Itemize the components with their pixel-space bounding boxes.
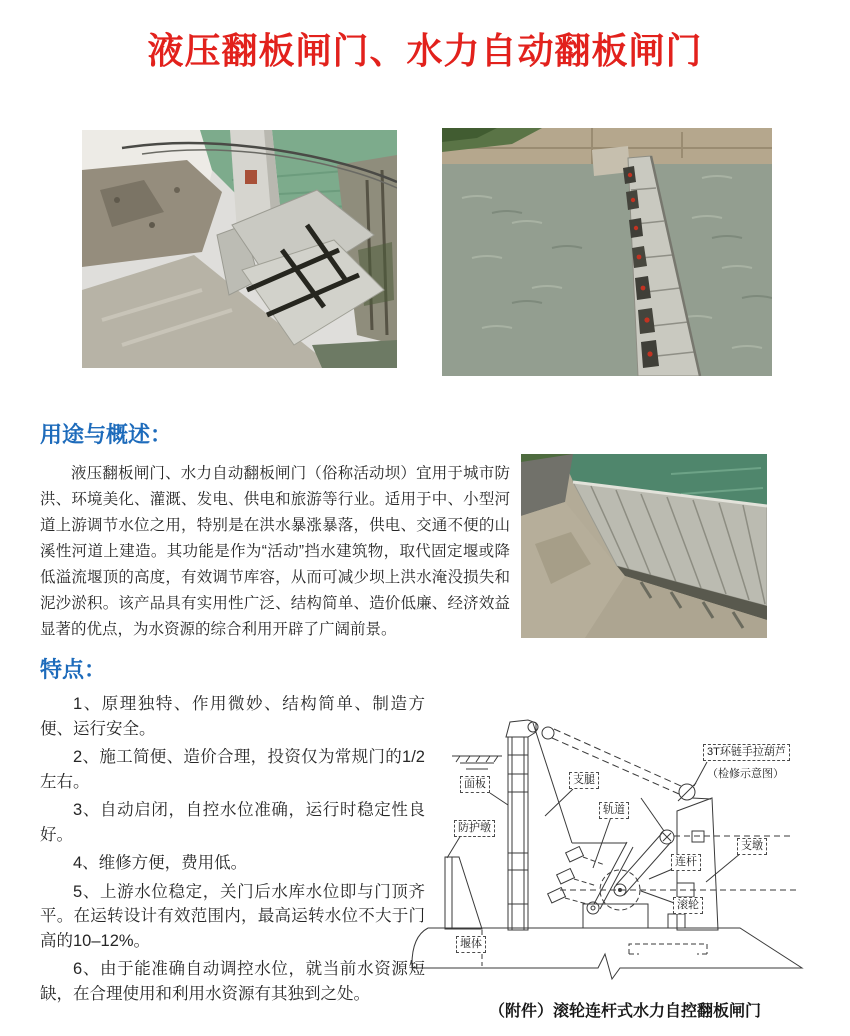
feature-item-4: 4、维修方便，费用低。	[73, 854, 248, 872]
photo-raised-flap-dam	[521, 454, 767, 638]
rock-dot	[114, 197, 120, 203]
rock-dot	[149, 222, 155, 228]
feature-item-6: 6、由于能准确自动调控水位，就当前水资源短缺，在合理使用和利用水资源有其独到之处。	[40, 960, 425, 1003]
support-leg-line	[533, 723, 572, 843]
diagram-drawing	[398, 692, 850, 1010]
label-support-pier: 支墩	[737, 838, 767, 855]
embedded-part-dashed	[629, 944, 707, 954]
label-hoist: 3T环链手拉葫芦	[703, 744, 790, 761]
features-heading: 特点：	[40, 657, 107, 682]
label-panel: 面板	[460, 776, 490, 793]
overview-heading: 用途与概述：	[40, 422, 173, 447]
chain-hoist	[542, 727, 711, 801]
anchor-plates	[548, 847, 605, 904]
gate-panel-outline	[506, 720, 538, 930]
label-guard-pier: 防护墩	[454, 820, 495, 837]
red-marker	[245, 170, 257, 184]
water-level-symbol	[452, 756, 502, 769]
feature-item-5: 5、上游水位稳定，关门后水库水位即与门顶齐平。在运转设计有效范围内，最高运转水位不大于门高的10–12%。	[40, 882, 425, 950]
photo-hydraulic-flap-gate	[82, 130, 397, 368]
leader-lines	[447, 789, 741, 904]
technical-diagram	[398, 692, 850, 1010]
features-list	[40, 692, 425, 1010]
feature-item-2: 2、施工简便、造价合理，投资仅为常规门的1/2左右。	[40, 748, 425, 791]
rock-dot	[174, 187, 180, 193]
page-title: 液压翻板闸门、水力自动翻板闸门	[147, 30, 703, 71]
label-track: 轨道	[599, 802, 629, 819]
feature-item-1: 1、原理独特、作用微妙、结构简单、制造方便、运行安全。	[40, 695, 425, 738]
label-weir-body: 堰体	[456, 936, 486, 953]
photo-gate-dam-row	[442, 128, 772, 376]
label-roller: 滚轮	[673, 897, 703, 914]
label-connecting-rod: 连杆	[671, 854, 701, 871]
overview-body: 液压翻板闸门、水力自动翻板闸门（俗称活动坝）宜用于城市防洪、环境美化、灌溉、发电、供电和旅游等行业。适用于中、小型河道上游调节水位之用，特别是在洪水暴涨暴落，供电、交通不便的山溪性河道上建造。其功能是作为“活动”挡水建筑物，取代固定堰或降低溢流堰顶的高度，有效调节库容，从而可减少坝上洪水淹没损失和泥沙淤积。该产品具有实用性广泛、结构简单、造价低廉、经济效益显著的优点，为水资源的综合利用开辟了广阔前景。	[40, 465, 510, 638]
label-hoist-note: （检修示意图）	[707, 768, 784, 780]
feature-item-3: 3、自动启闭，自控水位准确，运行时稳定性良好。	[40, 801, 425, 844]
diagram-caption: （附件）滚轮连杆式水力自控翻板闸门	[488, 1003, 761, 1020]
label-support-leg: 支腿	[569, 772, 599, 789]
track-assembly	[583, 842, 685, 928]
